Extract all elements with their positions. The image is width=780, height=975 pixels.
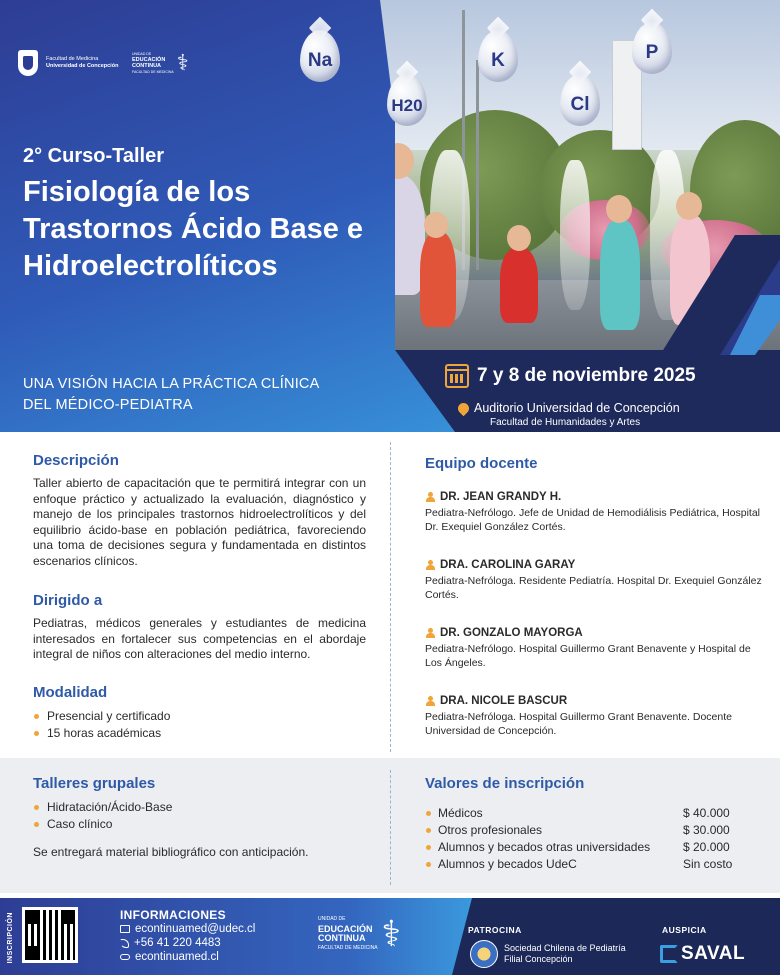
drop-h2o: H20 bbox=[387, 74, 427, 126]
column-divider bbox=[390, 442, 391, 752]
link-icon bbox=[120, 954, 130, 960]
talleres-note: Se entregará material bibliográfico con anticipación. bbox=[33, 845, 309, 859]
saval-mark-icon bbox=[660, 945, 678, 963]
docente-item: DRA. CAROLINA GARAY Pediatra-Nefróloga. Residente Pediatría. Hospital Dr. Exequiel González Cortés. bbox=[425, 559, 762, 601]
list-item: Hidratación/Ácido-Base bbox=[33, 799, 172, 816]
calendar-icon bbox=[445, 364, 469, 388]
qr-code[interactable] bbox=[22, 907, 78, 963]
course-edition: 2° Curso-Taller bbox=[23, 145, 164, 167]
hero-header bbox=[0, 0, 780, 432]
descripcion-text: Taller abierto de capacitación que te permitirá integrar con un enfoque práctico y actualizado la evaluación, diagnóstico y manejo de los principales trastornos hidroelectrolíticos y del equilibrio ácido-base en población pediátrica, favoreciendo una toma de decisiones segura y fundamentada en distintos escenarios clínicos. bbox=[33, 476, 366, 568]
talleres-title: Talleres grupales bbox=[33, 775, 156, 792]
footer-educacion-continua-logo: UNIDAD DE EDUCACIÓN CONTINUA FACULTAD DE MEDICINA ⚕ bbox=[318, 913, 402, 954]
person-icon bbox=[425, 628, 435, 638]
price-row: Alumnos y becados otras universidades $ 20.000 bbox=[425, 839, 745, 856]
dirigido-text: Pediatras, médicos generales y estudiantes de medicina interesados en fortalecer sus competencias en el abordaje integral de niños con alteraciones del medio interno. bbox=[33, 616, 366, 661]
educacion-continua-logo: UNIDAD DE EDUCACIÓN CONTINUA FACULTAD DE MEDICINA ⚕ bbox=[132, 50, 189, 75]
caduceus-icon: ⚕ bbox=[176, 50, 189, 75]
inscripcion-label: INSCRIPCIÓN bbox=[7, 912, 14, 964]
column-divider bbox=[390, 770, 391, 885]
modalidad-list bbox=[33, 708, 170, 742]
list-item: Presencial y certificado bbox=[33, 708, 170, 725]
page-title: Fisiología de los Trastornos Ácido Base e Hidroelectrolíticos bbox=[23, 176, 364, 282]
valores-title: Valores de inscripción bbox=[425, 775, 585, 792]
faculty-logo-text: Facultad de Medicina Universidad de Concepción bbox=[46, 56, 119, 69]
phone-icon bbox=[120, 939, 129, 948]
header-logos bbox=[18, 50, 189, 76]
descripcion-title: Descripción bbox=[33, 452, 119, 469]
equipo-title: Equipo docente bbox=[425, 455, 538, 472]
price-row: Otros profesionales $ 30.000 bbox=[425, 822, 745, 839]
sochipe-logo-icon bbox=[470, 940, 498, 968]
caduceus-icon: ⚕ bbox=[381, 913, 402, 954]
event-location-sub: Facultad de Humanidades y Artes bbox=[490, 417, 641, 428]
patrocina-org: Sociedad Chilena de Pediatría Filial Concepción bbox=[504, 943, 626, 964]
drop-cl: Cl bbox=[560, 74, 600, 126]
list-item: Caso clínico bbox=[33, 816, 172, 833]
person-icon bbox=[425, 560, 435, 570]
course-subtitle: UNA VISIÓN HACIA LA PRÁCTICA CLÍNICA DEL MÉDICO-PEDIATRA bbox=[23, 376, 319, 413]
event-date: 7 y 8 de noviembre 2025 bbox=[445, 364, 696, 388]
location-pin-icon bbox=[456, 400, 472, 416]
talleres-list bbox=[33, 799, 172, 833]
person-icon bbox=[425, 492, 435, 502]
email-link[interactable]: econtinuamed@udec.cl bbox=[120, 923, 255, 935]
docente-item: DRA. NICOLE BASCUR Pediatra-Nefróloga. Hospital Guillermo Grant Benavente. Docente Universidad de Concepción. bbox=[425, 695, 732, 737]
event-location: Auditorio Universidad de Concepción bbox=[458, 401, 680, 415]
info-title: INFORMACIONES bbox=[120, 908, 226, 922]
drop-p: P bbox=[632, 22, 672, 74]
price-row: Médicos $ 40.000 bbox=[425, 805, 745, 822]
person-icon bbox=[425, 696, 435, 706]
modalidad-title: Modalidad bbox=[33, 684, 108, 701]
mail-icon bbox=[120, 925, 130, 933]
drop-k: K bbox=[478, 30, 518, 82]
udec-shield-icon bbox=[18, 50, 38, 76]
list-item: 15 horas académicas bbox=[33, 725, 170, 742]
phone-link[interactable]: +56 41 220 4483 bbox=[120, 937, 221, 949]
saval-logo: SAVAL bbox=[660, 943, 745, 965]
price-table bbox=[425, 805, 745, 873]
docente-item: DR. GONZALO MAYORGA Pediatra-Nefrólogo. Hospital Guillermo Grant Benavente y Hospital de Los Ángeles. bbox=[425, 627, 751, 669]
web-link[interactable]: econtinuamed.cl bbox=[120, 951, 219, 963]
dirigido-title: Dirigido a bbox=[33, 592, 103, 609]
patrocina-label: PATROCINA bbox=[468, 925, 522, 935]
docente-item: DR. JEAN GRANDY H. Pediatra-Nefrólogo. Jefe de Unidad de Hemodiálisis Pediátrica, Hospital Dr. Exequiel González Cortés. bbox=[425, 491, 761, 533]
drop-na: Na bbox=[300, 30, 340, 82]
auspicia-label: AUSPICIA bbox=[662, 925, 707, 935]
price-row: Alumnos y becados UdeC Sin costo bbox=[425, 856, 745, 873]
